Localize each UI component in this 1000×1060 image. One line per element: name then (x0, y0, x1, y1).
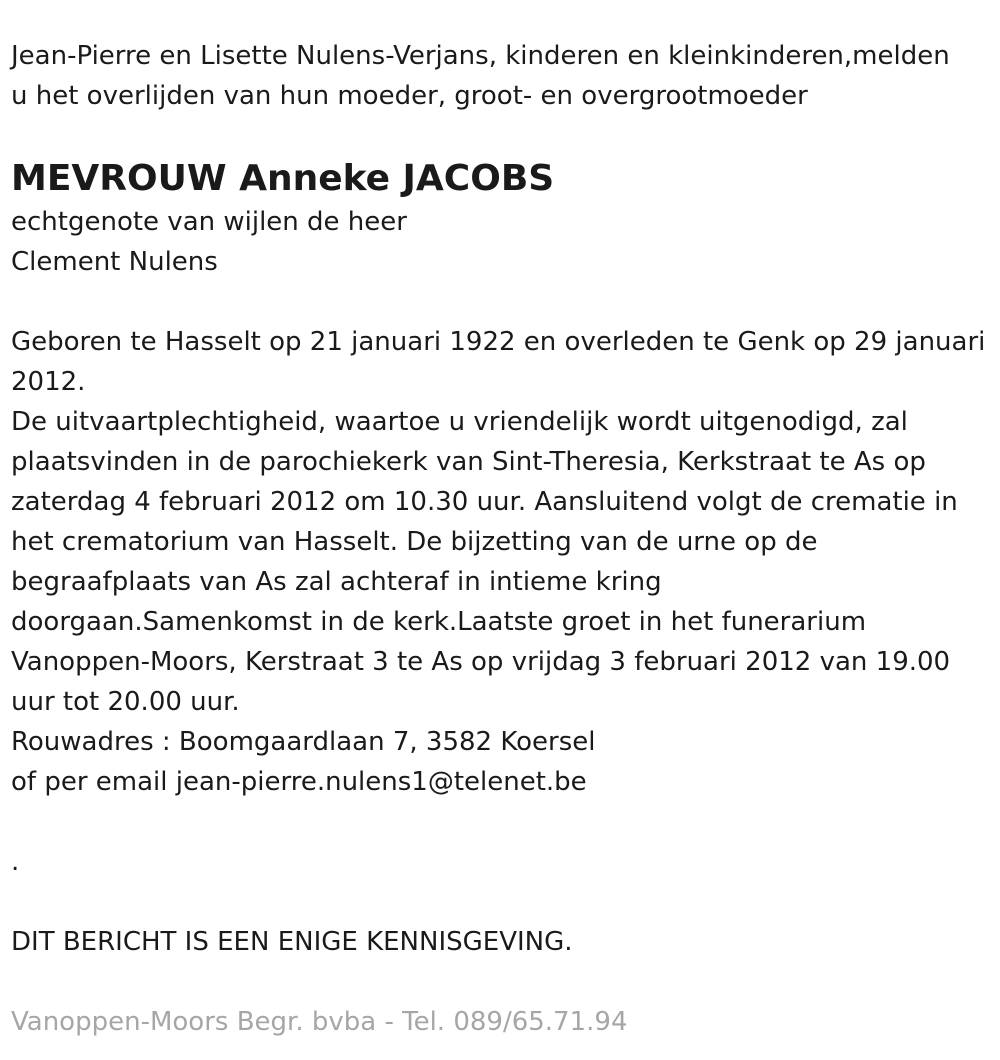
deceased-name: MEVROUW Anneke JACOBS (11, 158, 555, 199)
body-line: 2012. (11, 367, 86, 397)
mourning-address: Rouwadres : Boomgaardlaan 7, 3582 Koersel (11, 727, 596, 757)
body-line: zaterdag 4 februari 2012 om 10.30 uur. Aansluitend volgt de crematie in (11, 487, 958, 517)
contact-email: of per email jean-pierre.nulens1@telenet.be (11, 767, 587, 797)
relation-line-1: echtgenote van wijlen de heer (11, 207, 407, 237)
spacer (11, 282, 996, 322)
spacer (11, 116, 996, 156)
body-line: uur tot 20.00 uur. (11, 687, 240, 717)
announcement-text: DIT BERICHT IS EEN ENIGE KENNISGEVING. (11, 927, 573, 957)
intro-line-1: Jean-Pierre en Lisette Nulens-Verjans, kinderen en kleinkinderen,melden (11, 41, 950, 71)
spacer (11, 882, 996, 922)
body-line: begraafplaats van As zal achteraf in intieme kring (11, 567, 662, 597)
relation-line-2: Clement Nulens (11, 247, 218, 277)
body-line: het crematorium van Hasselt. De bijzetting van de urne op de (11, 527, 818, 557)
body-line: Vanoppen-Moors, Kerstraat 3 te As op vrijdag 3 februari 2012 van 19.00 (11, 647, 951, 677)
obituary-notice (11, 36, 996, 1042)
funeral-home-footer: Vanoppen-Moors Begr. bvba - Tel. 089/65.71.94 (11, 1007, 628, 1037)
separator-dot: . (11, 847, 20, 877)
body-line: doorgaan.Samenkomst in de kerk.Laatste groet in het funerarium (11, 607, 867, 637)
body-line: plaatsvinden in de parochiekerk van Sint-Theresia, Kerkstraat te As op (11, 447, 926, 477)
body-line: De uitvaartplechtigheid, waartoe u vriendelijk wordt uitgenodigd, zal (11, 407, 908, 437)
intro-line-2: u het overlijden van hun moeder, groot- en overgrootmoeder (11, 81, 808, 111)
body-line: Geboren te Hasselt op 21 januari 1922 en overleden te Genk op 29 januari (11, 327, 986, 357)
spacer (11, 802, 996, 842)
spacer (11, 962, 996, 1002)
